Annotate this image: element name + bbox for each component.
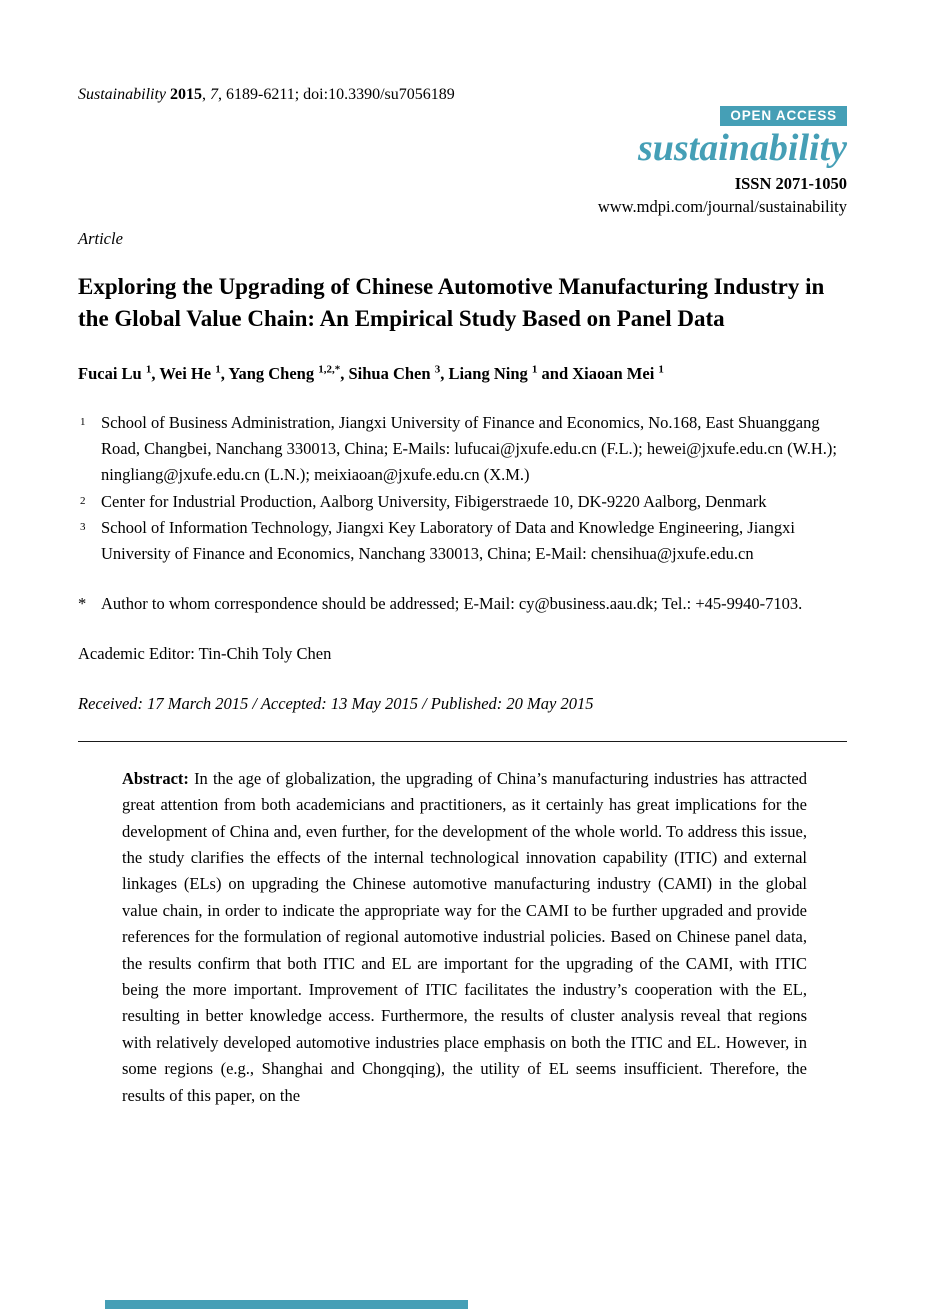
abstract-paragraph bbox=[122, 766, 807, 1109]
journal-header-block bbox=[78, 106, 847, 217]
author-name: Fucai Lu bbox=[78, 363, 146, 383]
academic-editor-line: Academic Editor: Tin-Chih Toly Chen bbox=[78, 643, 332, 663]
affiliation-text: School of Business Administration, Jiangxi University of Finance and Economics, No.168, East Shuanggang Road, Changbei, Nanchang 330013, China; E-Mails: lufucai@jxufe.edu.cn (F.L.); hewei@jxufe.edu.cn (W.H.); ningliang@jxufe.edu.cn (L.N.); meixiaoan@jxufe.edu.cn (X.M.) bbox=[101, 412, 837, 485]
author-name: Sihua Chen bbox=[348, 363, 435, 383]
correspondence-text: Author to whom correspondence should be addressed; E-Mail: cy@business.aau.dk; Tel.: +45-9940-7103. bbox=[101, 594, 803, 614]
journal-logo: sustainability bbox=[637, 127, 847, 169]
author-separator: , bbox=[440, 363, 449, 383]
citation-sep: , bbox=[202, 86, 210, 103]
affiliation-text: School of Information Technology, Jiangxi Key Laboratory of Data and Knowledge Engineering, Jiangxi University of Finance and Economics, Nanchang 330013, China; E-Mail: chensihua@jxufe.edu.cn bbox=[101, 517, 795, 564]
citation-year: 2015 bbox=[170, 86, 202, 103]
author-superscript: 1 bbox=[658, 363, 664, 376]
author-separator: , bbox=[151, 363, 160, 383]
author bbox=[448, 364, 572, 383]
correspondence-marker: * bbox=[78, 594, 87, 614]
authors-line bbox=[78, 364, 847, 384]
citation-volume: 7 bbox=[210, 86, 218, 103]
abstract-label: Abstract: bbox=[122, 768, 189, 788]
author bbox=[348, 364, 448, 383]
dates-line: Received: 17 March 2015 / Accepted: 13 May 2015 / Published: 20 May 2015 bbox=[78, 693, 594, 713]
affiliation-marker: 3 bbox=[80, 520, 86, 533]
article-type-label: Article bbox=[78, 228, 123, 248]
author bbox=[572, 364, 664, 383]
page-bottom-bar bbox=[105, 1300, 468, 1309]
affiliation-item bbox=[78, 489, 847, 515]
affiliation-marker: 2 bbox=[80, 494, 86, 507]
abstract-text: In the age of globalization, the upgrading of China’s manufacturing industries has attracted great attention from both academicians and practitioners, as it certainly has great implications for the development of China and, even further, for the development of the whole world. To address this issue, the study clarifies the effects of the internal technological innovation capability (ITIC) and external linkages (ELs) on upgrading the Chinese automotive manufacturing industry (CAMI) in the global value chain, in order to indicate the appropriate way for the CAMI to be further upgraded and provide references for the formulation of regional automotive industrial policies. Based on Chinese panel data, the results confirm that both ITIC and EL are important for the upgrading of the CAMI, with ITIC being the more important. Improvement of ITIC facilitates the industry’s cooperation with the EL, resulting in better knowledge access. Furthermore, the results of cluster analysis reveal that regions with relatively developed automotive industries place emphasis on both the ITIC and EL. However, in some regions (e.g., Shanghai and Chongqing), the utility of EL seems insufficient. Therefore, the results of this paper, on the bbox=[122, 768, 808, 1105]
author bbox=[78, 364, 159, 383]
journal-url: www.mdpi.com/journal/sustainability bbox=[597, 196, 847, 216]
journal-name: Sustainability bbox=[78, 86, 170, 103]
author bbox=[228, 364, 348, 383]
issn-line: ISSN 2071-1050 bbox=[734, 173, 847, 193]
author-superscript: 1 bbox=[145, 363, 152, 376]
author-superscript: 1 bbox=[531, 363, 538, 376]
open-access-badge-row bbox=[78, 106, 847, 126]
affiliation-marker: 1 bbox=[80, 415, 86, 428]
open-access-badge: OPEN ACCESS bbox=[720, 106, 847, 126]
correspondence-note bbox=[78, 591, 847, 617]
affiliation-text: Center for Industrial Production, Aalborg University, Fibigerstraede 10, DK-9220 Aalborg, Denmark bbox=[101, 491, 767, 511]
author-separator: and bbox=[537, 363, 573, 383]
author-superscript: 3 bbox=[434, 363, 441, 376]
author-separator: , bbox=[220, 363, 229, 383]
author-separator: , bbox=[340, 363, 349, 383]
author-superscript: 1,2,* bbox=[318, 363, 341, 376]
citation-pages-doi: , 6189-6211; doi:10.3390/su7056189 bbox=[218, 86, 455, 103]
author-superscript: 1 bbox=[215, 363, 221, 376]
section-divider bbox=[78, 741, 847, 742]
author bbox=[159, 364, 228, 383]
paper-title: Exploring the Upgrading of Chinese Automotive Manufacturing Industry in the Global Value Chain: An Empirical Study Based on Panel Data bbox=[78, 273, 825, 332]
author-name: Xiaoan Mei bbox=[572, 363, 659, 383]
journal-citation bbox=[78, 86, 847, 104]
affiliations-list bbox=[78, 410, 847, 568]
author-name: Liang Ning bbox=[448, 363, 532, 383]
author-name: Wei He bbox=[159, 363, 216, 383]
affiliation-item bbox=[78, 410, 847, 489]
affiliation-item bbox=[78, 515, 847, 568]
author-name: Yang Cheng bbox=[228, 363, 319, 383]
